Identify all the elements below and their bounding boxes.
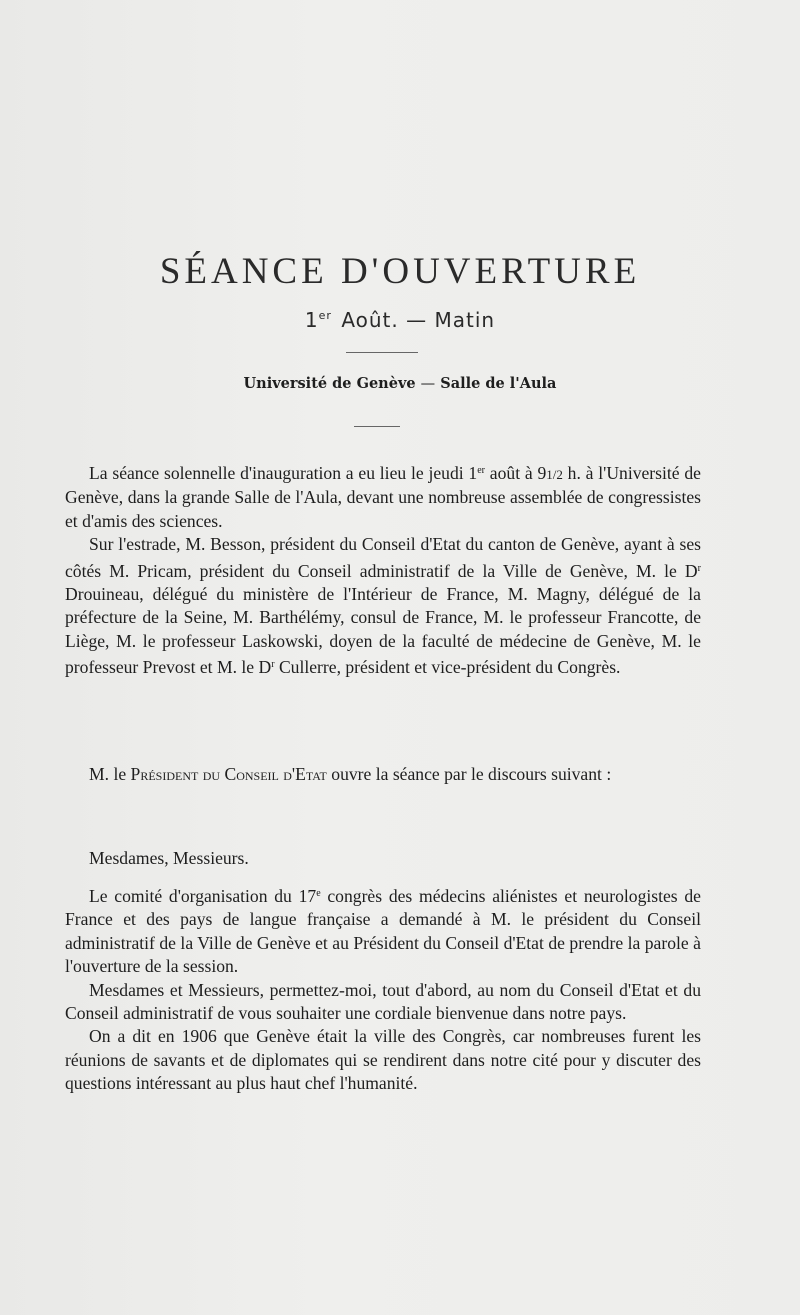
paragraph-salutation: Mesdames, Messieurs. <box>89 848 249 868</box>
venue-hall: Salle de l'Aula <box>440 375 557 392</box>
venue-university: Université de Genève <box>243 375 416 392</box>
session-subtitle <box>0 308 800 332</box>
divider-rule <box>354 426 400 427</box>
text-span: Cullerre, président et vice-président du Congrès. <box>274 657 621 678</box>
text-span: août à 9 <box>485 463 547 483</box>
divider-rule <box>346 352 418 353</box>
text-span: congrès des médecins aliénistes et neurologistes de France et des pays de langue française a demandé à M. le président du Conseil administratif de la Ville de Genève et au Président du Conseil d'Etat de prendre la parole à l'ouverture de la session. <box>65 886 701 977</box>
text-block-opening <box>65 763 701 786</box>
superscript: r <box>697 562 701 574</box>
small-caps-title: Président du Conseil d'Etat <box>130 764 327 784</box>
text-span: Drouineau, délégué du ministère de l'Intérieur de France, M. Magny, délégué de la préfecture de la Seine, M. Barthélémy, consul de France, M. le professeur Francotte, de Liège, M. le professeur Laskowski, doyen de la faculté de médecine de Genève, M. le professeur Prevost et M. le D <box>65 584 701 678</box>
fraction: 1/2 <box>546 467 563 482</box>
venue-heading <box>0 375 800 392</box>
paragraph-opening <box>65 763 701 786</box>
text-span: Sur l'estrade, M. Besson, président du Conseil d'Etat du canton de Genève, ayant à ses côtés M. Pricam, président du Conseil administratif de la Ville de Genève, M. le D <box>65 534 701 581</box>
text-block-intro <box>65 459 701 680</box>
venue-separator: — <box>420 376 436 392</box>
text-block-speech <box>65 882 701 1096</box>
paragraph-welcome: Mesdames et Messieurs, permettez-moi, tout d'abord, au nom du Conseil d'Etat et du Conseil administratif de vous souhaiter une cordiale bienvenue dans notre pays. <box>65 979 701 1024</box>
superscript: e <box>316 888 321 899</box>
text-span: M. le <box>89 764 131 784</box>
paragraph-estrade <box>65 533 701 679</box>
text-span: ouvre la séance par le discours suivant : <box>326 764 612 784</box>
paragraph-geneva: On a dit en 1906 que Genève était la ville des Congrès, car nombreuses furent les réunions de savants et de diplomates qui se rendirent dans notre cité pour y discuter des questions intéressant au plus haut chef l'humanité. <box>65 1026 701 1094</box>
paragraph-committee <box>65 882 701 979</box>
paragraph-inauguration <box>65 459 701 533</box>
date-ordinal: 1 <box>304 308 319 332</box>
text-span: h. à l'Université de Genève, dans la grande Salle de l'Aula, devant une nombreuse assemblée de congressistes et d'amis des sciences. <box>65 463 701 531</box>
text-span: La séance solennelle d'inauguration a eu lieu le jeudi 1 <box>89 463 478 483</box>
superscript: r <box>271 659 275 671</box>
date-ordinal-sup: er <box>318 309 332 322</box>
text-block-salutation <box>65 847 701 870</box>
text-span: Le comité d'organisation du 17 <box>89 886 317 906</box>
page-title: SÉANCE D'OUVERTURE <box>159 251 641 292</box>
date-rest: Août. — Matin <box>341 308 496 332</box>
superscript: er <box>477 465 485 476</box>
